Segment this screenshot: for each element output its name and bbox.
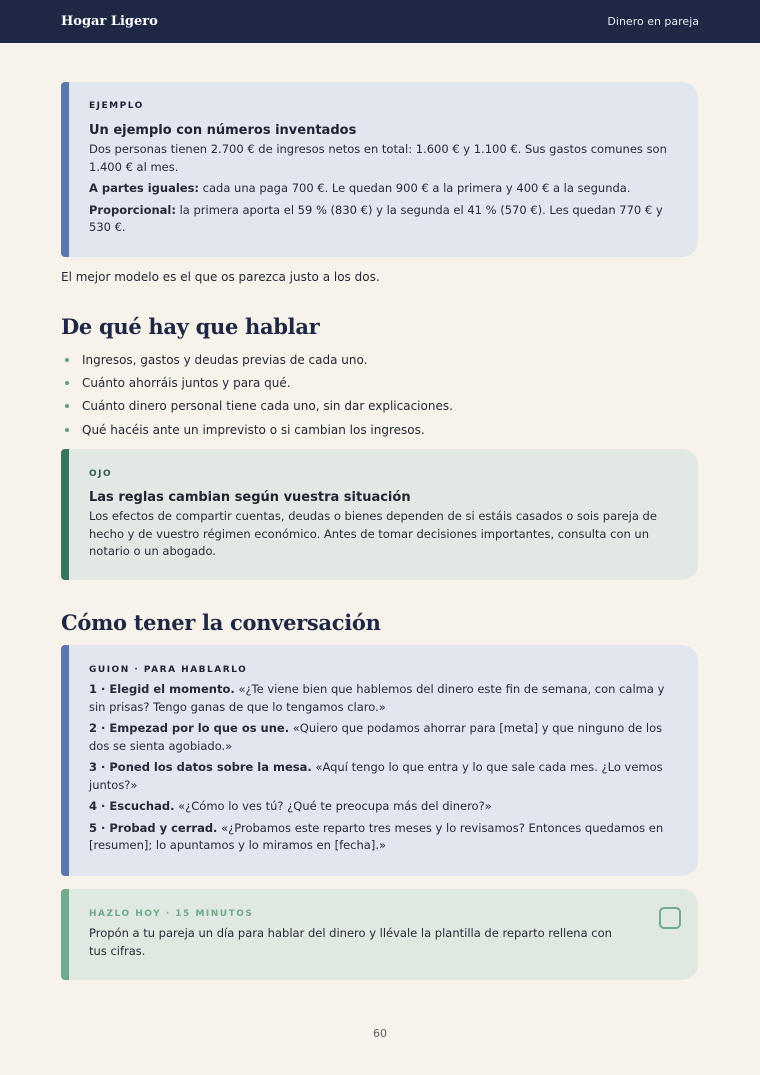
action-kicker: HAZLO HOY · 15 MINUTOS: [89, 909, 254, 919]
warning-text: Los efectos de compartir cuentas, deudas o bienes dependen de si estáis casados o sois pareja de hecho y de vuestro régimen económico. Antes de tomar decisiones importantes, consulta con un notario o un abogado.: [89, 509, 657, 558]
example-proportional: [89, 202, 674, 237]
talk-list: [65, 348, 453, 441]
list-item-text: Cuánto ahorráis juntos y para qué.: [82, 375, 291, 390]
list-item-text: Qué hacéis ante un imprevisto o si cambian los ingresos.: [82, 422, 425, 437]
action-text: Propón a tu pareja un día para hablar del dinero y llévale la plantilla de reparto rellena con tus cifras.: [89, 926, 612, 958]
list-item: [65, 395, 453, 418]
conversation-heading: Cómo tener la conversación: [61, 610, 381, 635]
step-label: 2 · Empezad por lo que os une.: [89, 721, 290, 735]
proportional-text: la primera aporta el 59 % (830 €) y la segunda el 41 % (570 €). Les quedan 770 € y 530 €.: [89, 202, 663, 234]
step-text: «Aquí tengo lo que entra y lo que sale cada mes. ¿Lo vemos juntos?»: [89, 760, 663, 792]
bullet-icon: [65, 428, 69, 432]
script-step: [89, 759, 674, 794]
example-title: Un ejemplo con números inventados: [89, 123, 357, 138]
step-label: 4 · Escuchad.: [89, 799, 175, 813]
list-item: [65, 348, 453, 371]
script-step: [89, 720, 674, 755]
bullet-icon: [65, 358, 69, 362]
step-label: 1 · Elegid el momento.: [89, 682, 235, 696]
list-item-text: Cuánto dinero personal tiene cada uno, sin dar explicaciones.: [82, 399, 453, 414]
brand-name: Hogar Ligero: [61, 14, 158, 29]
step-text: «¿Cómo lo ves tú? ¿Qué te preocupa más del dinero?»: [174, 799, 492, 813]
script-step: [89, 798, 674, 816]
step-label: 5 · Probad y cerrad.: [89, 820, 218, 835]
warning-kicker: OJO: [89, 469, 113, 479]
list-item-text: Ingresos, gastos y deudas previas de cada uno.: [82, 352, 368, 367]
step-text: «Quiero que podamos ahorrar para [meta] y que ninguno de los dos se sienta agobiado.»: [89, 721, 663, 753]
equal-text: cada una paga 700 €. Le quedan 900 € a la primera y 400 € a la segunda.: [199, 181, 631, 195]
equal-label: A partes iguales:: [89, 181, 200, 195]
proportional-label: Proporcional:: [89, 202, 176, 217]
step-text: «¿Te viene bien que hablemos del dinero este fin de semana, con calma y sin prisas? Tengo ganas de que lo tengamos claro.»: [89, 682, 665, 714]
example-kicker: EJEMPLO: [89, 101, 144, 111]
section-name: Dinero en pareja: [607, 15, 699, 28]
example-intro: Dos personas tienen 2.700 € de ingresos netos en total: 1.600 € y 1.100 €. Sus gastos comunes son 1.400 € al mes.: [89, 142, 667, 174]
script-box: [61, 645, 698, 876]
action-box: [61, 889, 698, 980]
step-label: 3 · Poned los datos sobre la mesa.: [89, 760, 312, 774]
example-box: [61, 82, 698, 257]
list-item: [65, 418, 453, 441]
list-item: [65, 371, 453, 394]
bullet-icon: [65, 404, 69, 408]
warning-box: [61, 449, 698, 580]
best-model-text: El mejor modelo es el que os parezca justo a los dos.: [61, 270, 380, 284]
script-step: [89, 681, 674, 716]
bullet-icon: [65, 381, 69, 385]
done-checkbox[interactable]: [659, 907, 681, 929]
top-bar: [0, 0, 760, 43]
page-number: 60: [373, 1027, 387, 1040]
warning-title: Las reglas cambian según vuestra situación: [89, 490, 411, 505]
example-equal: [89, 180, 674, 198]
script-step: [89, 820, 674, 855]
step-text: «¿Probamos este reparto tres meses y lo revisamos? Entonces quedamos en [resumen]; lo apuntamos y lo miramos en [fecha].»: [89, 820, 664, 852]
talk-heading: De qué hay que hablar: [61, 314, 320, 339]
script-kicker: GUION · PARA HABLARLO: [89, 665, 248, 675]
